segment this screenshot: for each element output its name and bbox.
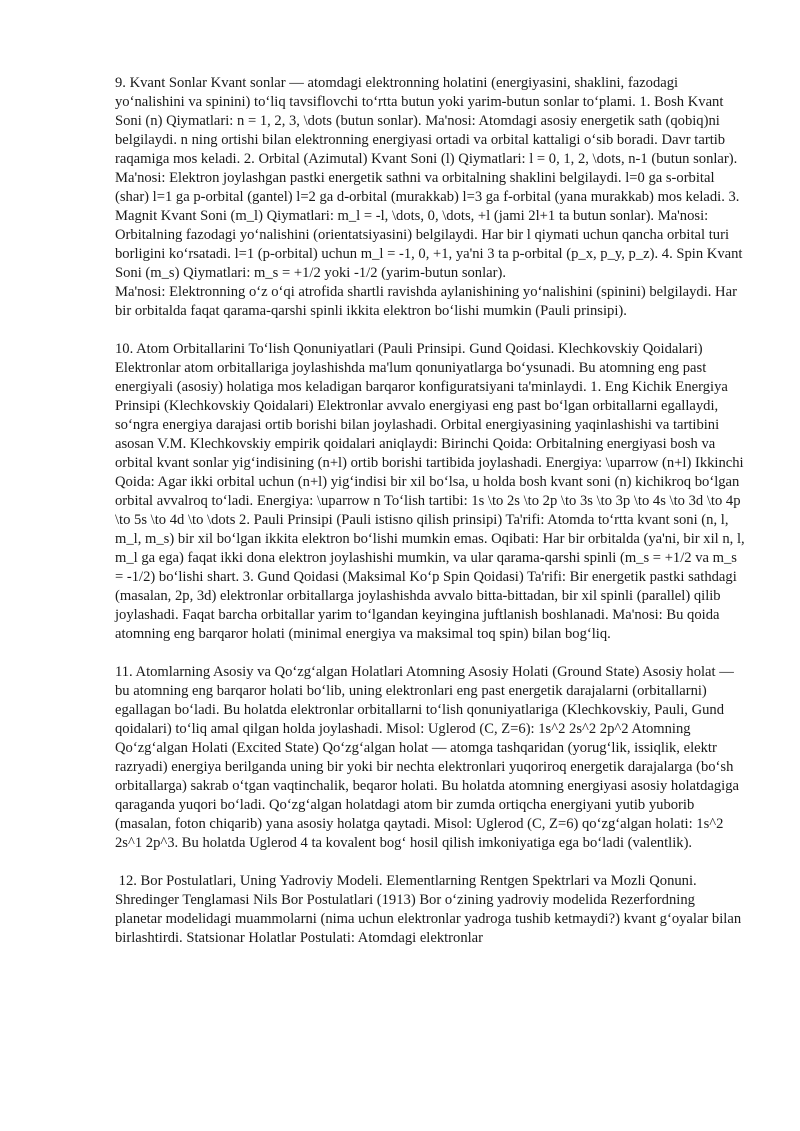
document-page — [115, 74, 749, 967]
paragraph-quantum-numbers: 9. Kvant Sonlar Kvant sonlar — atomdagi elektronning holatini (energiyasini, shaklini, fazodagi yoʻnalishini va spinini) toʻliq tavsiflovchi toʻrtta butun yoki yarim-butun sonlar toʻplami. 1. Bosh Kvant Soni (n) Qiymatlari: n = 1, 2, 3, \dots (butun sonlar). Ma'nosi: Atomdagi asosiy energetik sath (qobiq)ni belgilaydi. n ning ortishi bilan elektronning energiyasi ortadi va orbital kattaligi oʻsib boradi. Davr tartib raqamiga mos keladi. 2. Orbital (Azimutal) Kvant Soni (l) Qiymatlari: l = 0, 1, 2, \dots, n-1 (butun sonlar). Ma'nosi: Elektron joylashgan pastki energetik sathni va orbitalning shaklini belgilaydi. l=0 ga s-orbital (shar) l=1 ga p-orbital (gantel) l=2 ga d-orbital (murakkab) l=3 ga f-orbital (yana murakkab) mos keladi. 3. Magnit Kvant Soni (m_l) Qiymatlari: m_l = -l, \dots, 0, \dots, +l (jami 2l+1 ta butun sonlar). Ma'nosi: Orbitalning fazodagi yoʻnalishini (orientatsiyasini) belgilaydi. Har bir l qiymati uchun qancha orbital turi borligini koʻrsatadi. l=1 (p-orbital) uchun m_l = -1, 0, +1, ya'ni 3 ta p-orbital (p_x, p_y, p_z). 4. Spin Kvant Soni (m_s) Qiymatlari: m_s = +1/2 yoki -1/2 (yarim-butun sonlar). Ma'nosi: Elektronning oʻz oʻqi atrofida shartli ravishda aylanishining yoʻnalishini (spinini) belgilaydi. Har bir orbitalda faqat qarama-qarshi spinli ikkita elektron boʻlishi mumkin (Pauli prinsipi). — [115, 75, 743, 319]
paragraph-ground-excited-states: 11. Atomlarning Asosiy va Qoʻzgʻalgan Holatlari Atomning Asosiy Holati (Ground State) Asosiy holat — bu atomning eng barqaror holati boʻlib, uning elektronlari eng past energetik darajalarni (orbitallarni) egallagan boʻladi. Bu holatda elektronlar orbitallarni toʻlish qonuniyatlariga (Klechkovskiy, Pauli, Gund qoidalari) toʻliq amal qilgan holda joylashadi. Misol: Uglerod (C, Z=6): 1s^2 2s^2 2p^2 Atomning Qoʻzgʻalgan Holati (Excited State) Qoʻzgʻalgan holat — atomga tashqaridan (yorugʻlik, issiqlik, elektr razryadi) energiya berilganda uning bir yoki bir nechta elektronlari yuqoriroq energetik darajalarga (boʻsh orbitallarga) sakrab oʻtgan vaqtinchalik, beqaror holati. Bu holatda atomning energiyasi asosiy holatdagiga qaraganda yuqori boʻladi. Qoʻzgʻalgan holatdagi atom bir zumda ortiqcha energiyani yutib yuborib (masalan, foton chiqarib) yana asosiy holatga qaytadi. Misol: Uglerod (C, Z=6) qoʻzgʻalgan holati: 1s^2 2s^1 2p^3. Bu holatda Uglerod 4 ta kovalent bogʻ hosil qilish imkoniyatiga ega boʻladi (valentlik). — [115, 664, 743, 851]
paragraph-orbital-filling-rules: 10. Atom Orbitallarini Toʻlish Qonuniyatlari (Pauli Prinsipi. Gund Qoidasi. Klechkovskiy Qoidalari) Elektronlar atom orbitallariga joylashishda ma'lum qonuniyatlarga boʻysunadi. Bu atomning eng past energiyali (asosiy) holatiga mos keladigan barqaror konfiguratsiyani ta'minlaydi. 1. Eng Kichik Energiya Prinsipi (Klechkovskiy Qoidalari) Elektronlar avvalo energiyasi eng past boʻlgan orbitallarni egallaydi, soʻngra energiya darajasi ortib borishi bilan joylashadi. Orbital energiyasining yaqinlashishi va tartibini asosan V.M. Klechkovskiy empirik qoidalari aniqlaydi: Birinchi Qoida: Orbitalning energiyasi bosh va orbital kvant sonlar yigʻindisining (n+l) ortib borishi tartibida joylashadi. Energiya: \uparrow (n+l) Ikkinchi Qoida: Agar ikki orbital uchun (n+l) yigʻindisi bir xil boʻlsa, u holda bosh kvant soni (n) kichikroq boʻlgan orbital avvalroq toʻladi. Energiya: \uparrow n Toʻlish tartibi: 1s \to 2s \to 2p \to 3s \to 3p \to 4s \to 3d \to 4p \to 5s \to 4d \to \dots 2. Pauli Prinsipi (Pauli istisno qilish prinsipi) Ta'rifi: Atomda toʻrtta kvant soni (n, l, m_l, m_s) bir xil boʻlgan ikkita elektron boʻlishi mumkin emas. Oqibati: Har bir orbitalda (ya'ni, bir xil n, l, m_l ga ega) faqat ikki dona elektron joylashishi mumkin, va ular qarama-qarshi spinli (m_s = +1/2 va m_s = -1/2) boʻlishi shart. 3. Gund Qoidasi (Maksimal Koʻp Spin Qoidasi) Ta'rifi: Bir energetik pastki sathdagi (masalan, 2p, 3d) elektronlar orbitallarga joylashishda avvalo bitta-bittadan, bir xil spinli (parallel) qilib joylashadi. Faqat barcha orbitallar yarim toʻlgandan keyingina juftlanish boshlanadi. Ma'nosi: Bu qoida atomning eng barqaror holati (minimal energiya va maksimal toq spin) bilan bogʻliq. — [115, 341, 749, 642]
paragraph-bohr-postulates: 12. Bor Postulatlari, Uning Yadroviy Modeli. Elementlarning Rentgen Spektrlari va Mozli Qonuni. Shredinger Tenglamasi Nils Bor Postulatlari (1913) Bor oʻzining yadroviy modelida Rezerfordning planetar modelidagi muammolarni (nima uchun elektronlar yadroga tushib ketmaydi?) kvant gʻoyalar bilan birlashtirdi. Statsionar Holatlar Postulati: Atomdagi elektronlar — [115, 873, 745, 946]
